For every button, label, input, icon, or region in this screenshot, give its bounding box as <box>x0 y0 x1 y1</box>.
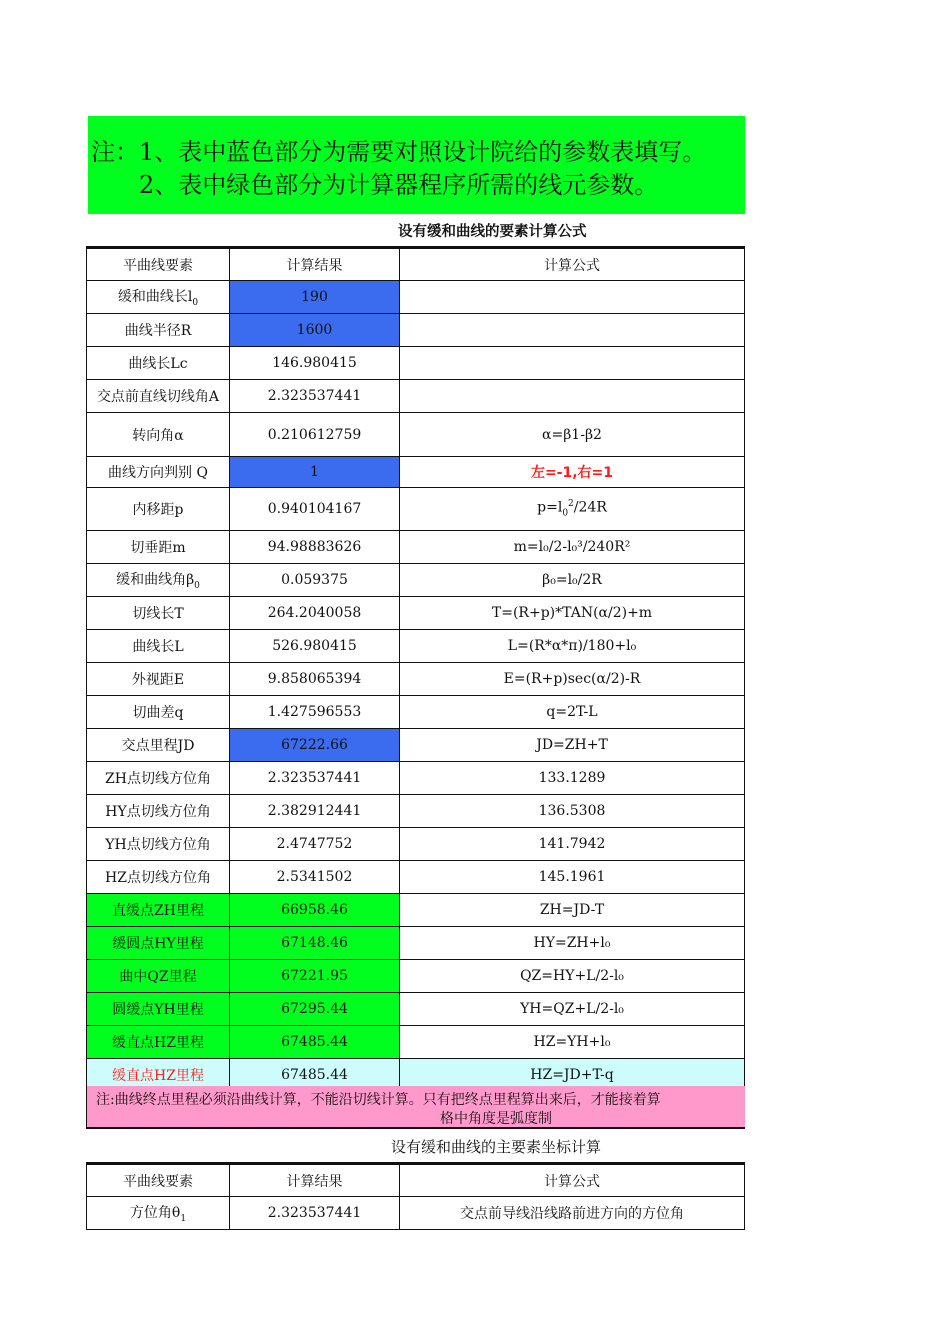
row-label: 切曲差q <box>87 696 230 729</box>
result-cell[interactable]: 2.382912441 <box>230 795 400 828</box>
output-cell[interactable]: 67148.46 <box>230 927 400 960</box>
row-label: ZH点切线方位角 <box>87 762 230 795</box>
header-result: 计算结果 <box>230 1164 400 1197</box>
output-cell[interactable]: 67485.44 <box>230 1026 400 1059</box>
table1-title: 设有缓和曲线的要素计算公式 <box>398 224 587 240</box>
instruction-banner <box>88 116 745 214</box>
row-label: 缓和曲线长$l_0$ <box>87 281 230 314</box>
row-label: 曲线方向判别 Q <box>87 457 230 488</box>
result-cell[interactable]: 9.858065394 <box>230 663 400 696</box>
input-cell[interactable]: 1 <box>230 457 400 488</box>
result-cell[interactable]: 146.980415 <box>230 347 400 380</box>
row-label: 缓直点HZ里程 <box>87 1026 230 1059</box>
row-label: 曲线长Lc <box>87 347 230 380</box>
result-cell[interactable]: 0.940104167 <box>230 488 400 531</box>
formula-cell: 左=-1,右=1 <box>400 457 745 488</box>
table-row <box>87 597 745 630</box>
table-row <box>87 861 745 894</box>
element-calc-table <box>86 246 745 1092</box>
table-row <box>87 960 745 993</box>
formula-cell: HY=ZH+l₀ <box>400 927 745 960</box>
row-label: 缓直点HZ里程 <box>87 1059 230 1092</box>
formula-cell: 141.7942 <box>400 828 745 861</box>
table-header-row <box>87 1164 745 1197</box>
row-label: 缓和曲线角$\beta_0$ <box>87 564 230 597</box>
table-row <box>87 347 745 380</box>
formula-cell <box>400 314 745 347</box>
table-row <box>87 488 745 531</box>
row-label: 切垂距m <box>87 531 230 564</box>
row-label: HY点切线方位角 <box>87 795 230 828</box>
table-row <box>87 1197 745 1230</box>
row-label: 曲线半径R <box>87 314 230 347</box>
table-row <box>87 828 745 861</box>
instruction-line-1: 注：1、表中蓝色部分为需要对照设计院给的参数表填写。 <box>91 138 707 166</box>
result-cell[interactable]: 526.980415 <box>230 630 400 663</box>
row-label: HZ点切线方位角 <box>87 861 230 894</box>
table-header-row <box>87 248 745 281</box>
input-cell[interactable]: 67222.66 <box>230 729 400 762</box>
formula-cell: HZ=JD+T-q <box>400 1059 745 1092</box>
table-row <box>87 729 745 762</box>
table-row <box>87 413 745 457</box>
result-cell[interactable]: 94.98883626 <box>230 531 400 564</box>
formula-cell: ZH=JD-T <box>400 894 745 927</box>
formula-cell <box>400 380 745 413</box>
input-cell[interactable]: 190 <box>230 281 400 314</box>
input-cell[interactable]: 1600 <box>230 314 400 347</box>
row-label: YH点切线方位角 <box>87 828 230 861</box>
formula-cell <box>400 281 745 314</box>
formula-cell <box>400 347 745 380</box>
instruction-line-2: 2、表中绿色部分为计算器程序所需的线元参数。 <box>139 171 659 199</box>
formula-cell: $p=l_0^2/24R$ <box>400 488 745 531</box>
formula-cell: E=(R+p)sec(α/2)-R <box>400 663 745 696</box>
formula-cell: L=(R*α*π)/180+l₀ <box>400 630 745 663</box>
row-label: 圆缓点YH里程 <box>87 993 230 1026</box>
formula-cell: 145.1961 <box>400 861 745 894</box>
row-label: 直缓点ZH里程 <box>87 894 230 927</box>
formula-cell: JD=ZH+T <box>400 729 745 762</box>
formula-cell: QZ=HY+L/2-l₀ <box>400 960 745 993</box>
table-row <box>87 993 745 1026</box>
result-cell[interactable]: 2.5341502 <box>230 861 400 894</box>
table-row <box>87 663 745 696</box>
formula-cell: q=2T-L <box>400 696 745 729</box>
footnote-line-2: 格中角度是弧度制 <box>440 1111 552 1127</box>
header-element: 平曲线要素 <box>87 248 230 281</box>
row-label: 内移距p <box>87 488 230 531</box>
table-row <box>87 531 745 564</box>
output-cell[interactable]: 67221.95 <box>230 960 400 993</box>
result-cell[interactable]: 264.2040058 <box>230 597 400 630</box>
table-row <box>87 314 745 347</box>
result-cell[interactable]: 0.059375 <box>230 564 400 597</box>
row-label: 曲中QZ里程 <box>87 960 230 993</box>
table2-title: 设有缓和曲线的主要素坐标计算 <box>391 1138 602 1156</box>
result-cell[interactable]: 0.210612759 <box>230 413 400 457</box>
table-row <box>87 380 745 413</box>
formula-cell: m=l₀/2-l₀³/240R² <box>400 531 745 564</box>
formula-cell: 136.5308 <box>400 795 745 828</box>
footnote-banner <box>86 1086 745 1129</box>
table-row <box>87 1026 745 1059</box>
table-row <box>87 281 745 314</box>
table-row <box>87 927 745 960</box>
result-cell[interactable]: 2.323537441 <box>230 762 400 795</box>
formula-cell: 133.1289 <box>400 762 745 795</box>
formula-cell: β₀=l₀/2R <box>400 564 745 597</box>
formula-cell: α=β1-β2 <box>400 413 745 457</box>
row-label: 切线长T <box>87 597 230 630</box>
coordinate-calc-table <box>86 1162 745 1230</box>
formula-cell: YH=QZ+L/2-l₀ <box>400 993 745 1026</box>
result-cell[interactable]: 2.4747752 <box>230 828 400 861</box>
formula-cell: T=(R+p)*TAN(α/2)+m <box>400 597 745 630</box>
check-cell[interactable]: 67485.44 <box>230 1059 400 1092</box>
header-formula: 计算公式 <box>400 1164 745 1197</box>
row-label: 曲线长L <box>87 630 230 663</box>
row-label: 缓圆点HY里程 <box>87 927 230 960</box>
table-row <box>87 696 745 729</box>
formula-cell: 交点前导线沿线路前进方向的方位角 <box>400 1197 745 1230</box>
result-cell[interactable]: 2.323537441 <box>230 380 400 413</box>
formula-cell: HZ=YH+l₀ <box>400 1026 745 1059</box>
table-row <box>87 894 745 927</box>
row-label: 外视距E <box>87 663 230 696</box>
row-label: 方位角$\theta_1$ <box>87 1197 230 1230</box>
row-label: 交点里程JD <box>87 729 230 762</box>
output-cell[interactable]: 67295.44 <box>230 993 400 1026</box>
header-element: 平曲线要素 <box>87 1164 230 1197</box>
result-cell[interactable]: 1.427596553 <box>230 696 400 729</box>
table-row <box>87 630 745 663</box>
header-formula: 计算公式 <box>400 248 745 281</box>
row-label: 转向角α <box>87 413 230 457</box>
row-label: 交点前直线切线角A <box>87 380 230 413</box>
table-row <box>87 457 745 488</box>
result-cell[interactable]: 2.323537441 <box>230 1197 400 1230</box>
output-cell[interactable]: 66958.46 <box>230 894 400 927</box>
header-result: 计算结果 <box>230 248 400 281</box>
table-row <box>87 564 745 597</box>
table-row <box>87 762 745 795</box>
table-row <box>87 795 745 828</box>
footnote-line-1: 注:曲线终点里程必须沿曲线计算，不能沿切线计算。只有把终点里程算出来后，才能接着算 <box>96 1092 661 1108</box>
